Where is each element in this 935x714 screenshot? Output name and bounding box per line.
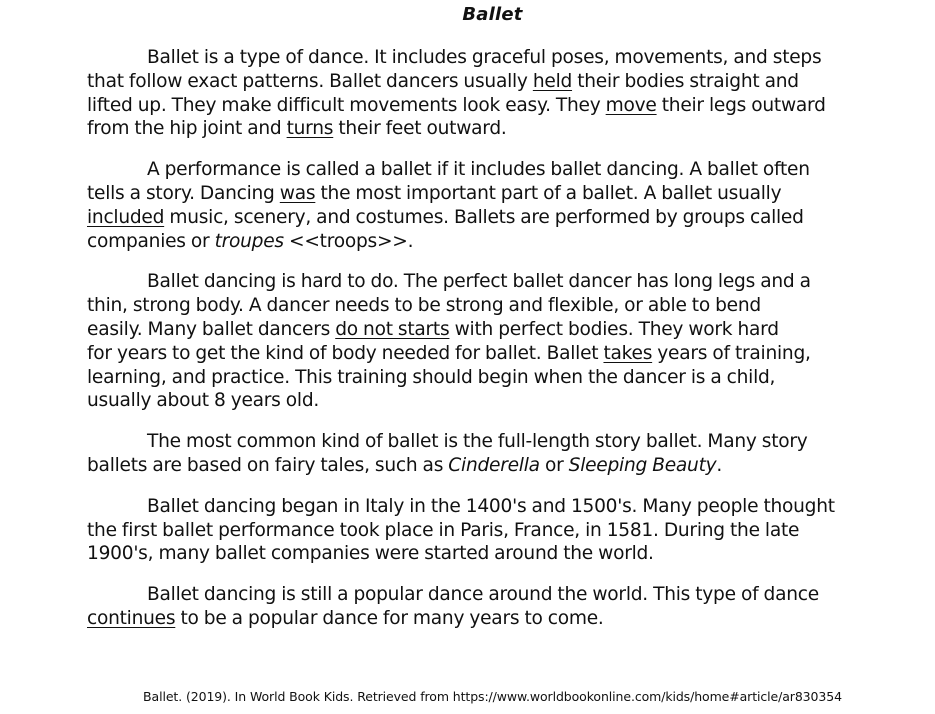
text-run: usually about 8 years old. [87, 390, 320, 412]
paragraph [87, 270, 902, 413]
paragraph-line [87, 495, 902, 519]
article-body [87, 46, 902, 648]
paragraph [87, 430, 902, 478]
underlined-word: held [532, 70, 573, 92]
paragraph [87, 495, 902, 566]
paragraph-line [87, 206, 902, 230]
text-run: that follow exact patterns. Ballet dancers usually [87, 70, 533, 92]
text-run: with perfect bodies. They work hard [449, 318, 779, 340]
paragraph-line [87, 294, 902, 318]
paragraph-line [87, 158, 902, 182]
text-run: for years to get the kind of body needed for ballet. Ballet [87, 342, 604, 364]
text-run: the most important part of a ballet. A ballet usually [315, 182, 782, 204]
paragraph-line [87, 46, 902, 70]
text-run: A performance is called a ballet if it includes ballet dancing. A ballet often [147, 159, 810, 181]
text-run: The most common kind of ballet is the full-length story ballet. Many story [147, 431, 808, 453]
paragraph [87, 583, 902, 631]
text-run: ballets are based on fairy tales, such as [87, 454, 449, 476]
text-run: Ballet is a type of dance. It includes graceful poses, movements, and steps [147, 47, 822, 68]
citation: Ballet. (2019). In World Book Kids. Retrieved from https://www.worldbookonline.com/kids/home#article/ar830354 [143, 689, 842, 704]
document-title: Ballet [462, 4, 523, 25]
text-run: their legs outward [656, 94, 826, 116]
text-run: Ballet dancing is hard to do. The perfect ballet dancer has long legs and a [147, 271, 811, 293]
underlined-word: do not starts [335, 318, 450, 340]
text-run: . [716, 454, 723, 476]
paragraph-line [87, 270, 902, 294]
underlined-word: turns [286, 118, 334, 140]
text-run: the first ballet performance took place in Paris, France, in 1581. During the late [87, 519, 800, 541]
paragraph-line [87, 389, 902, 413]
underlined-word: was [279, 182, 316, 204]
text-run: lifted up. They make difficult movements look easy. They [87, 94, 606, 116]
text-run: or [539, 454, 569, 476]
underlined-word: included [87, 206, 165, 228]
text-run: years of training, [652, 342, 811, 364]
underlined-word: move [605, 94, 657, 116]
underlined-word: takes [603, 342, 653, 364]
text-run: learning, and practice. This training should begin when the dancer is a child, [87, 366, 776, 388]
paragraph-line [87, 318, 902, 342]
text-run: easily. Many ballet dancers [87, 318, 336, 340]
text-run: 1900's, many ballet companies were started around the world. [87, 543, 654, 565]
paragraph-line [87, 94, 902, 118]
paragraph-line [87, 117, 902, 141]
text-run: Ballet dancing began in Italy in the 1400's and 1500's. Many people thought [147, 495, 835, 517]
paragraph-line [87, 607, 902, 631]
text-run: Ballet dancing is still a popular dance around the world. This type of dance [147, 584, 819, 606]
paragraph-line [87, 342, 902, 366]
text-run: their feet outward. [333, 118, 507, 140]
text-run: from the hip joint and [87, 118, 287, 140]
paragraph-line [87, 430, 902, 454]
text-run: tells a story. Dancing [87, 182, 280, 204]
text-run: companies or [87, 230, 215, 252]
text-run: <<troops>>. [283, 230, 414, 252]
italic-title: Cinderella [448, 454, 540, 476]
paragraph [87, 158, 902, 253]
underlined-word: continues [87, 607, 176, 629]
paragraph-line [87, 366, 902, 390]
paragraph-line [87, 542, 902, 566]
paragraph-line [87, 583, 902, 607]
text-run: thin, strong body. A dancer needs to be strong and flexible, or able to bend [87, 295, 761, 317]
paragraph-line [87, 454, 902, 478]
paragraph-line [87, 70, 902, 94]
italic-title: troupes [214, 230, 284, 252]
paragraph-line [87, 230, 902, 254]
paragraph [87, 46, 902, 141]
italic-title: Sleeping Beauty [568, 454, 717, 476]
text-run: music, scenery, and costumes. Ballets are performed by groups called [164, 206, 804, 228]
paragraph-line [87, 182, 902, 206]
text-run: to be a popular dance for many years to come. [175, 607, 604, 629]
text-run: their bodies straight and [572, 70, 799, 92]
paragraph-line [87, 519, 902, 543]
